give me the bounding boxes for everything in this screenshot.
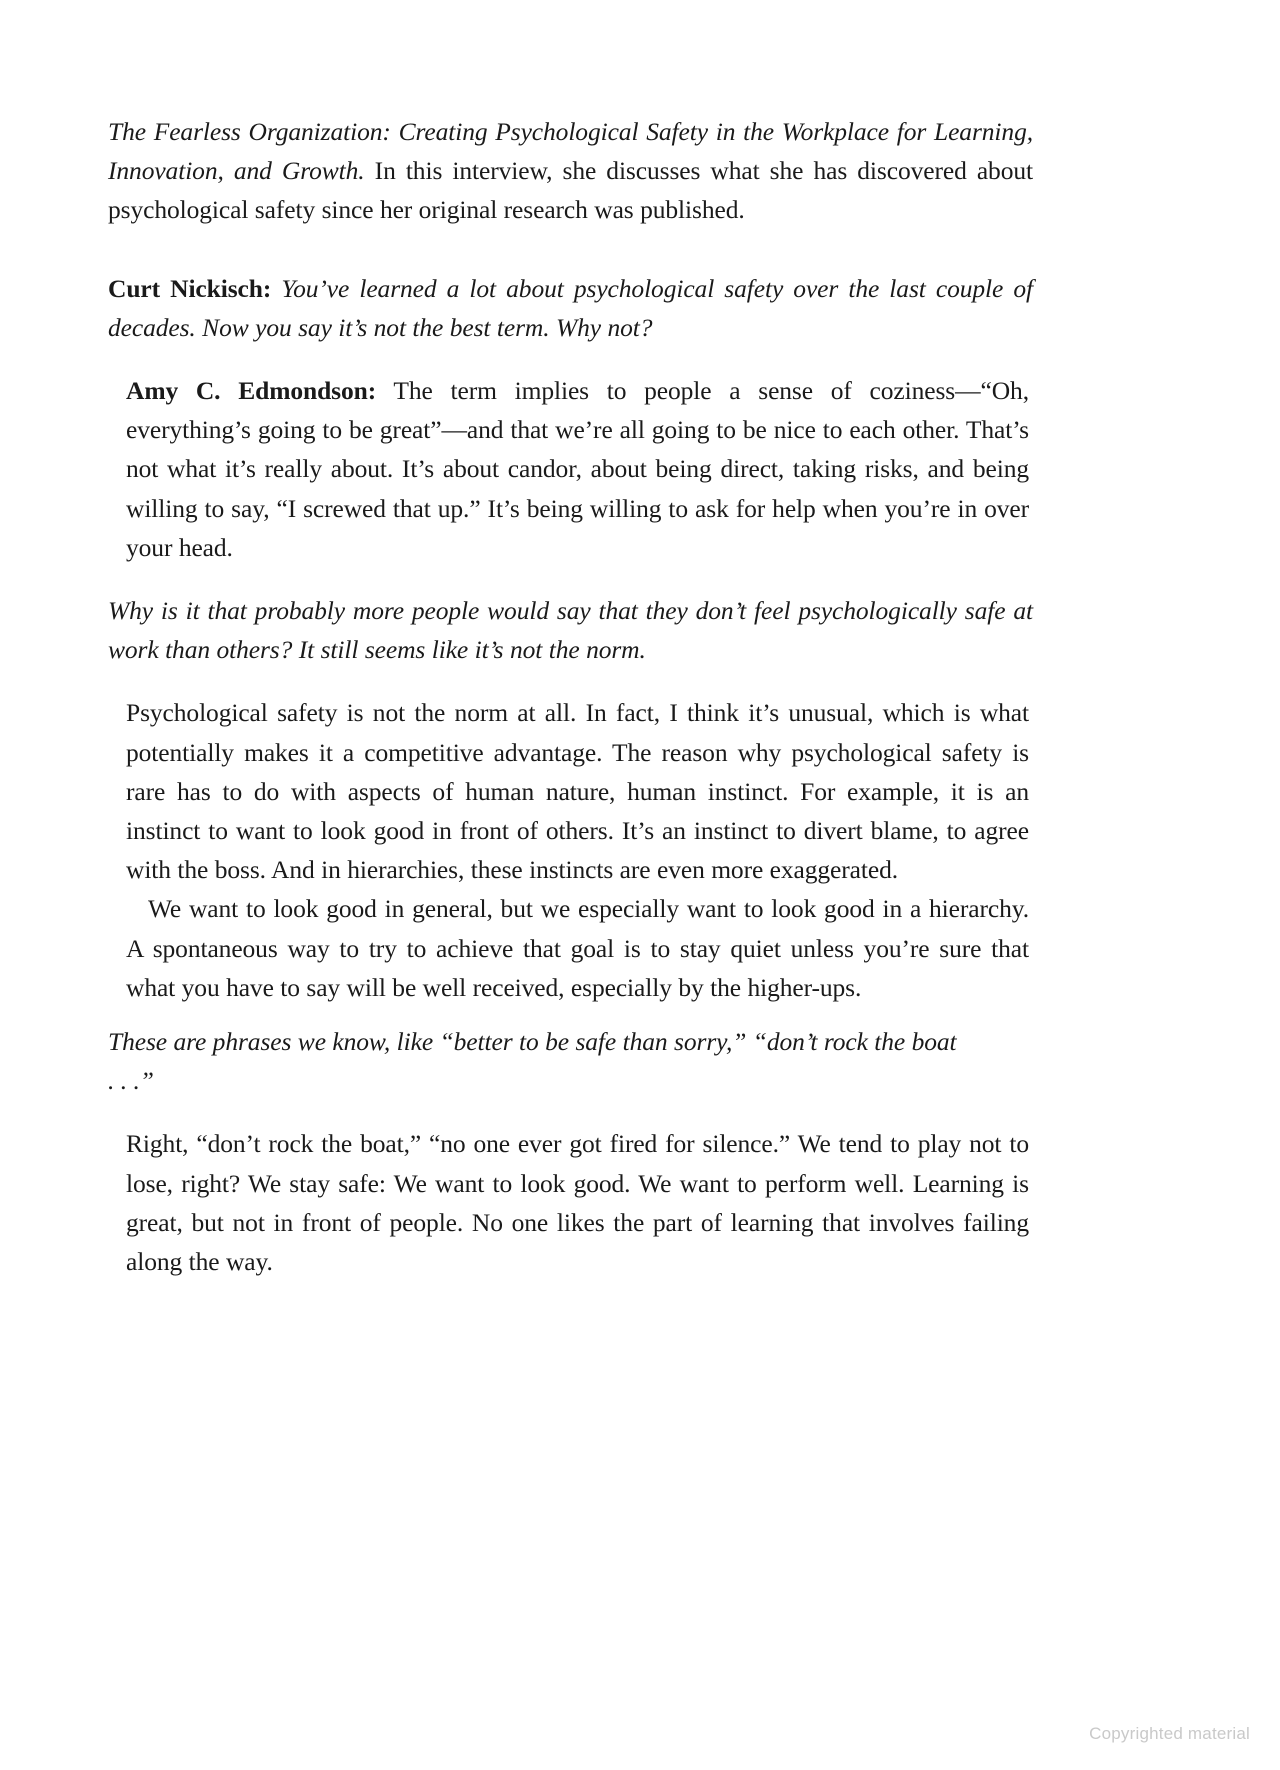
question-why-is-it: Why is it that probably more people would say that they don’t feel psychologically safe at work than others? It still seems like it’s not the norm. <box>108 596 1033 665</box>
text-column <box>108 112 1033 1281</box>
intro-paragraph <box>108 112 1033 230</box>
answer-text-amy-edmondson: The term implies to people a sense of coziness—“Oh, everything’s going to be great”—and that we’re all going to be nice to each other. That’s not what it’s really about. It’s about candor, about being direct, taking risks, and being willing to say, “I screwed that up.” It’s being willing to ask for help when you’re in over your head. <box>126 376 1029 562</box>
spacer <box>108 669 1033 693</box>
answer-we-want-to-look-good-text: We want to look good in general, but we especially want to look good in a hierarchy. A spontaneous way to try to achieve that goal is to stay quiet unless you’re sure that what you have to say will be well received, especially by the higher-ups. <box>126 894 1029 1002</box>
spacer <box>108 1007 1033 1022</box>
answer-amy-edmondson <box>108 371 1033 567</box>
spacer <box>108 230 1033 269</box>
spacer <box>108 567 1033 591</box>
copyright-notice: Copyrighted material <box>1089 1724 1250 1743</box>
book-title: The Fearless Organization: Creating Psychological Safety in the Workplace for Learning, Innovation, and Growth. <box>108 117 1033 186</box>
speaker-label-amy-edmondson: Amy C. Edmondson: <box>126 376 377 406</box>
spacer <box>108 1100 1033 1124</box>
speaker-label-curt-nickisch: Curt Nickisch: <box>108 273 272 303</box>
answer-right-dont-rock-the-boat: Right, “don’t rock the boat,” “no one ever got fired for silence.” We tend to play not to lose, right? We stay safe: We want to look good. We want to perform well. Learning is great, but not in front of people. No one likes the part of learning that involves failing along the way. <box>126 1129 1029 1277</box>
question-these-are-phrases-tail: . . .” <box>108 1066 154 1096</box>
answer-psychological-safety-norm: Psychological safety is not the norm at all. In fact, I think it’s unusual, which is what potentially makes it a competitive advantage. The reason why psychological safety is rare has to do with aspects of human nature, human instinct. For example, it is an instinct to want to look good in front of others. It’s an instinct to divert blame, to agree with the boss. And in hierarchies, these instincts are even more exaggerated. <box>126 698 1029 885</box>
intro-paragraph-rest: In this interview, she discusses what she has discovered about psychological safety since her original research was published. <box>108 156 1033 225</box>
question-curt-nickisch <box>108 269 1033 347</box>
question-these-are-phrases: These are phrases we know, like “better to be safe than sorry,” “don’t rock the boat <box>108 1027 957 1057</box>
answer-we-want-to-look-good <box>108 889 1033 1007</box>
question-text-curt-nickisch: You’ve learned a lot about psychological safety over the last couple of decades. Now you say it’s not the best term. Why not? <box>108 273 1033 342</box>
spacer <box>108 347 1033 371</box>
